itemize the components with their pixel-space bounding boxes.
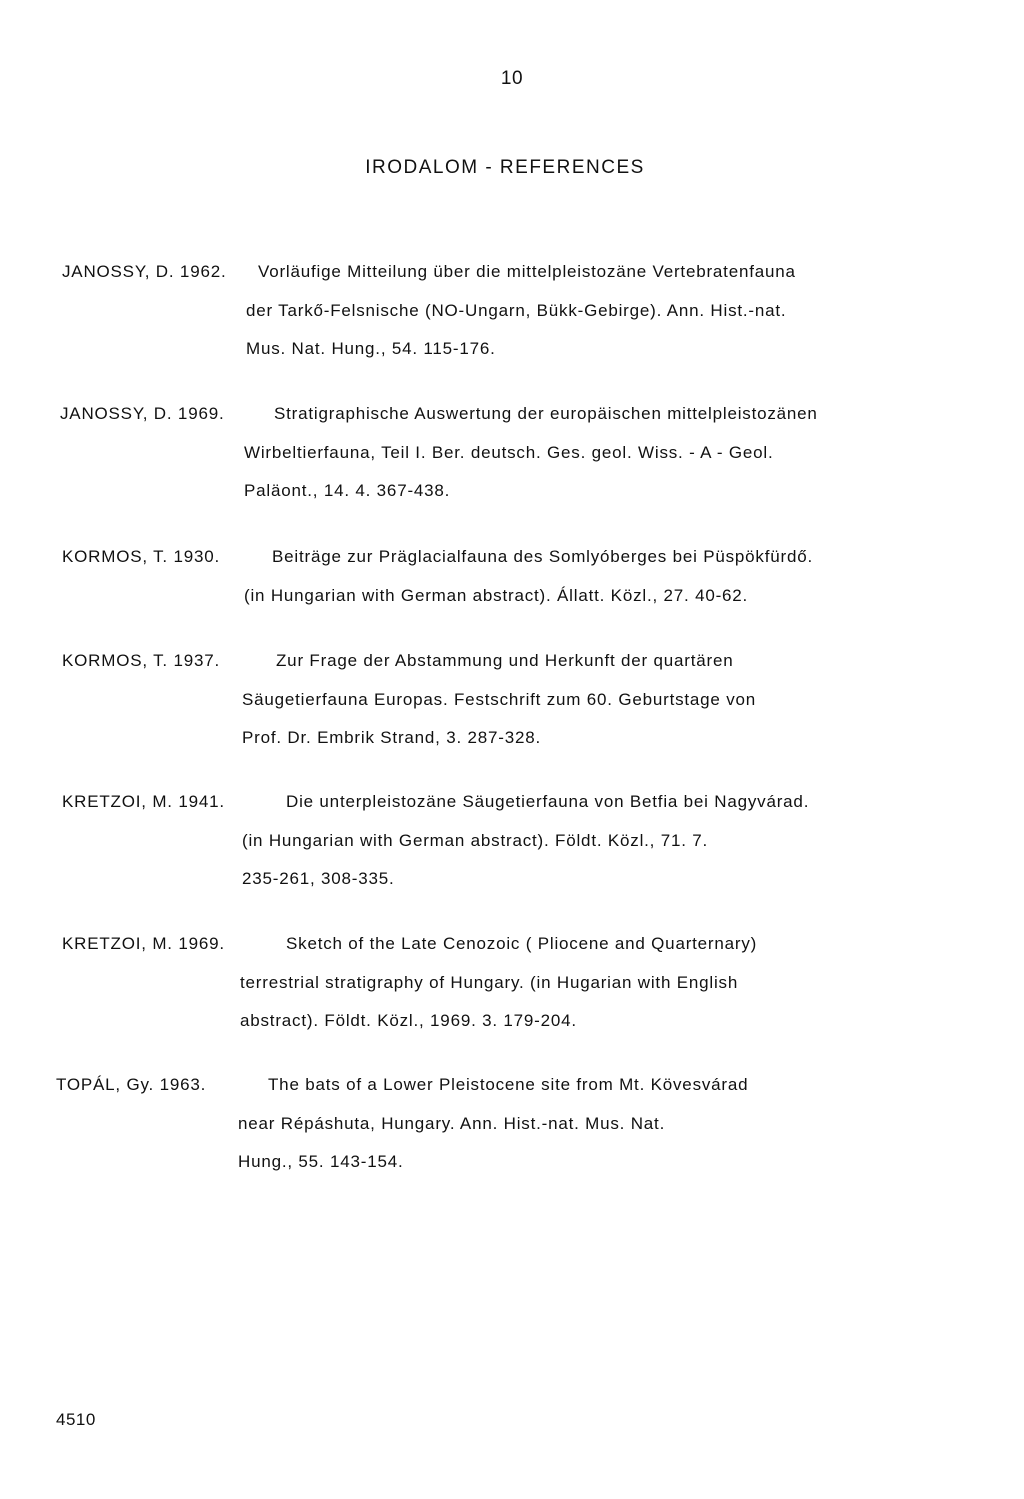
reference-line: Paläont., 14. 4. 367-438. [244,481,451,500]
reference-author: KRETZOI, M. 1941. [62,792,225,811]
reference-line: Mus. Nat. Hung., 54. 115-176. [246,339,496,358]
reference-line: Säugetierfauna Europas. Festschrift zum 60. Geburtstage von [242,690,757,709]
reference-line: Sketch of the Late Cenozoic ( Pliocene and Quarternary) [286,934,758,953]
footer-code: 4510 [56,1410,96,1429]
reference-line: Vorläufige Mitteilung über die mittelpleistozäne Vertebratenfauna [258,262,796,281]
reference-line: near Répáshuta, Hungary. Ann. Hist.-nat. Mus. Nat. [238,1114,666,1133]
reference-line: Stratigraphische Auswertung der europäischen mittelpleistozänen [274,404,818,423]
reference-line: terrestrial stratigraphy of Hungary. (in Hugarian with English [240,973,739,992]
reference-line: Wirbeltierfauna, Teil I. Ber. deutsch. Ges. geol. Wiss. - A - Geol. [244,443,774,462]
reference-line: Prof. Dr. Embrik Strand, 3. 287-328. [242,728,542,747]
reference-line: abstract). Földt. Közl., 1969. 3. 179-204. [240,1011,577,1030]
reference-line: Zur Frage der Abstammung und Herkunft der quartären [276,651,734,670]
reference-author: KRETZOI, M. 1969. [62,934,225,953]
reference-line: der Tarkő-Felsnische (NO-Ungarn, Bükk-Gebirge). Ann. Hist.-nat. [246,301,787,320]
reference-line: The bats of a Lower Pleistocene site from Mt. Kövesvárad [268,1075,749,1094]
reference-line: Hung., 55. 143-154. [238,1152,404,1171]
page-number: 10 [500,68,524,89]
reference-author: JANOSSY, D. 1969. [60,404,225,423]
reference-line: (in Hungarian with German abstract). Földt. Közl., 71. 7. [242,831,709,850]
reference-line: (in Hungarian with German abstract). Állatt. Közl., 27. 40-62. [244,586,749,605]
reference-author: KORMOS, T. 1930. [62,547,220,566]
reference-line: Die unterpleistozäne Säugetierfauna von Betfia bei Nagyvárad. [286,792,810,811]
reference-line: 235-261, 308-335. [242,869,395,888]
page-title: IRODALOM - REFERENCES [365,157,645,178]
reference-author: JANOSSY, D. 1962. [62,262,227,281]
reference-author: KORMOS, T. 1937. [62,651,220,670]
reference-line: Beiträge zur Präglacialfauna des Somlyóberges bei Püspökfürdő. [272,547,813,566]
reference-author: TOPÁL, Gy. 1963. [56,1075,207,1094]
